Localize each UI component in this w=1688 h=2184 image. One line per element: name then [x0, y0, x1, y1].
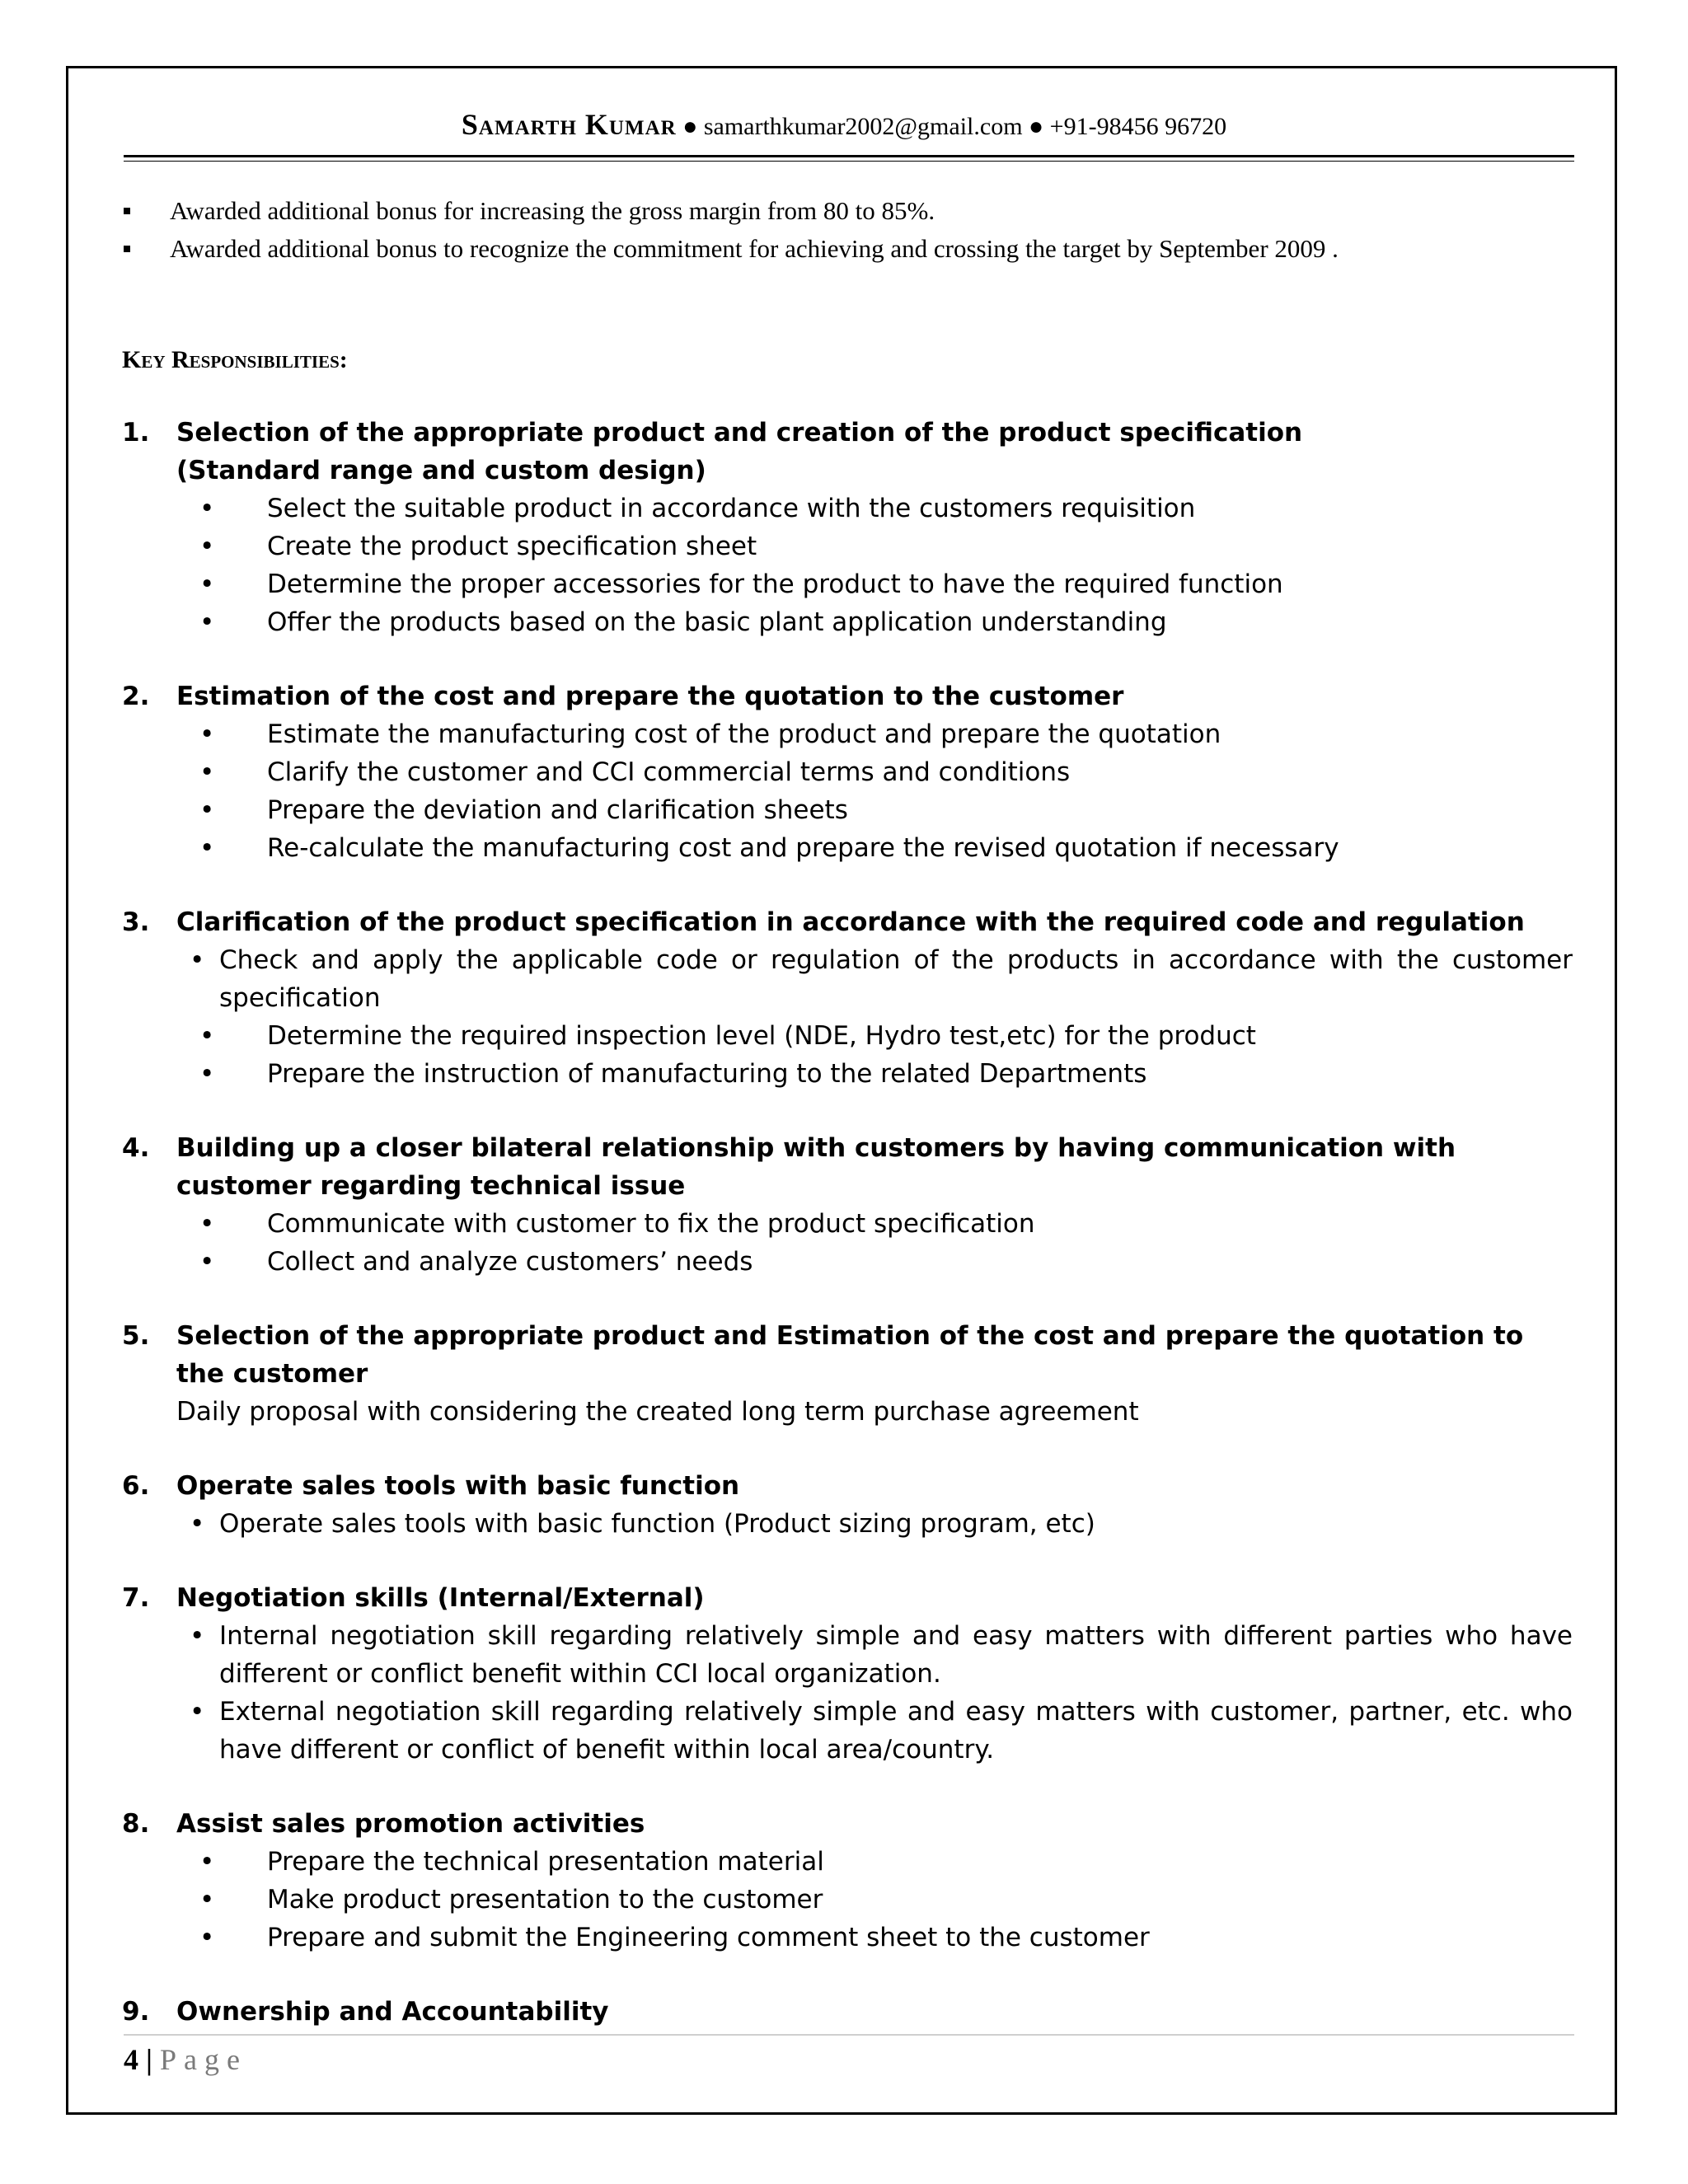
list-item: • Create the product specification sheet — [122, 527, 1573, 565]
bullet-icon: • — [199, 1059, 215, 1089]
bullet-icon: • — [199, 833, 215, 863]
responsibility-item: 4. Building up a closer bilateral relationship with customers by having communication with customer regarding technical issue • Communicate with customer to fix the product specification • Collect and analyze customers’ needs — [122, 1129, 1573, 1281]
item-title: Operate sales tools with basic function — [176, 1471, 740, 1501]
responsibility-item: 7. Negotiation skills (Internal/External) • Internal negotiation skill regarding relatively simple and easy matters with different parties who have different or conflict benefit within CCI local organization. • External negotiation skill regarding relatively simple and easy matters with customer, partner, etc. who have different or conflict of benefit within local area/country. — [122, 1579, 1573, 1769]
responsibility-item: 8. Assist sales promotion activities • Prepare the technical presentation material • Make product presentation to the customer • Prepare and submit the Engineering comment sheet to the customer — [122, 1805, 1573, 1957]
item-title: Clarification of the product specification in accordance with the required code and regulation — [176, 907, 1525, 937]
item-title: Estimation of the cost and prepare the quotation to the customer — [176, 682, 1124, 711]
responsibility-item: 3. Clarification of the product specification in accordance with the required code and regulation • Check and apply the applicable code or regulation of the products in accordance with the customer specification • Determine the required inspection level (NDE, Hydro test,etc) for the product • Prepare the instruction of manufacturing to the related Departments — [122, 903, 1573, 1093]
responsibility-item: 5. Selection of the appropriate product and Estimation of the cost and prepare the quotation to the customer Daily proposal with considering the created long term purchase agreement — [122, 1317, 1573, 1431]
header-separator: ● — [1029, 113, 1044, 140]
item-title: Assist sales promotion activities — [176, 1809, 645, 1839]
header-rule-thin — [124, 161, 1574, 162]
bullet-icon: • — [199, 1209, 215, 1239]
item-description: Daily proposal with considering the created long term purchase agreement — [176, 1397, 1139, 1427]
candidate-name: Samarth Kumar — [461, 108, 677, 141]
list-item: • Check and apply the applicable code or regulation of the products in accordance with the customer specification — [122, 941, 1573, 1017]
list-item: • Prepare the deviation and clarification sheets — [122, 791, 1573, 829]
resume-header — [0, 107, 1688, 142]
bullet-icon: • — [199, 1847, 215, 1877]
item-title: Building up a closer bilateral relationship with customers by having communication with customer regarding technical issue — [176, 1133, 1456, 1201]
list-item: • Clarify the customer and CCI commercial terms and conditions — [122, 753, 1573, 791]
list-item: • External negotiation skill regarding relatively simple and easy matters with customer, partner, etc. who have different or conflict of benefit within local area/country. — [122, 1693, 1573, 1769]
bullet-icon: • — [190, 945, 205, 975]
list-item: • Prepare the technical presentation material — [122, 1843, 1573, 1881]
list-item: • Make product presentation to the customer — [122, 1881, 1573, 1919]
list-item: • Select the suitable product in accordance with the customers requisition — [122, 490, 1573, 527]
list-item: • Estimate the manufacturing cost of the product and prepare the quotation — [122, 715, 1573, 753]
list-item: • Prepare and submit the Engineering comment sheet to the customer — [122, 1919, 1573, 1957]
square-bullet-icon — [124, 208, 130, 214]
list-item: • Determine the required inspection level (NDE, Hydro test,etc) for the product — [122, 1017, 1573, 1055]
phone: +91-98456 96720 — [1049, 113, 1227, 140]
bullet-icon: • — [199, 569, 215, 599]
page-footer — [124, 2042, 247, 2077]
responsibilities-list — [122, 414, 1573, 2067]
bullet-icon: • — [199, 1923, 215, 1952]
item-title-subline: (Standard range and custom design) — [176, 456, 706, 485]
header-separator: ● — [682, 113, 698, 140]
bullet-icon: • — [199, 719, 215, 749]
awards-list — [124, 196, 1574, 272]
list-item: • Communicate with customer to fix the product specification — [122, 1205, 1573, 1243]
responsibility-item: 2. Estimation of the cost and prepare the quotation to the customer • Estimate the manufacturing cost of the product and prepare the quotation • Clarify the customer and CCI commercial terms and conditions • Prepare the deviation and clarification sheets • Re-calculate the manufacturing cost and prepare the revised quotation if necessary — [122, 677, 1573, 867]
item-title: Selection of the appropriate product and creation of the product specification — [176, 418, 1303, 448]
item-title: Ownership and Accountability — [176, 1997, 609, 2027]
bullet-icon: • — [190, 1621, 205, 1651]
bullet-icon: • — [199, 494, 215, 523]
bullet-icon: • — [199, 1885, 215, 1915]
list-item: • Operate sales tools with basic function (Product sizing program, etc) — [122, 1505, 1573, 1543]
list-item: • Offer the products based on the basic plant application understanding — [122, 603, 1573, 641]
award-item: Awarded additional bonus to recognize the commitment for achieving and crossing the target by September 2009 . — [124, 234, 1574, 272]
item-title: Selection of the appropriate product and Estimation of the cost and prepare the quotation to the customer — [176, 1321, 1524, 1389]
list-item: • Determine the proper accessories for the product to have the required function — [122, 565, 1573, 603]
bullet-icon: • — [199, 607, 215, 637]
footer-divider: | — [146, 2043, 152, 2076]
bullet-icon: • — [199, 1247, 215, 1277]
header-rule — [124, 155, 1574, 157]
list-item: • Prepare the instruction of manufacturing to the related Departments — [122, 1055, 1573, 1093]
list-item: • Internal negotiation skill regarding relatively simple and easy matters with different parties who have different or conflict benefit within CCI local organization. — [122, 1617, 1573, 1693]
list-item: • Re-calculate the manufacturing cost and prepare the revised quotation if necessary — [122, 829, 1573, 867]
section-title: Key Responsibilities: — [122, 346, 348, 373]
page-label: Page — [159, 2043, 247, 2076]
square-bullet-icon — [124, 246, 130, 252]
page-number: 4 — [124, 2043, 138, 2076]
bullet-icon: • — [190, 1697, 205, 1727]
responsibility-item: 1. Selection of the appropriate product and creation of the product specification (Standard range and custom design) • Select the suitable product in accordance with the customers requisition • Create the product specification sheet • Determine the proper accessories for the product to have the required function • Offer the products based on the basic plant application understanding — [122, 414, 1573, 641]
award-item: Awarded additional bonus for increasing the gross margin from 80 to 85%. — [124, 196, 1574, 234]
bullet-icon: • — [199, 795, 215, 825]
bullet-icon: • — [199, 757, 215, 787]
responsibility-item: 6. Operate sales tools with basic function • Operate sales tools with basic function (Product sizing program, etc) — [122, 1467, 1573, 1543]
responsibility-item: 9. Ownership and Accountability — [122, 1993, 1573, 2031]
footer-rule — [124, 2034, 1574, 2036]
bullet-icon: • — [190, 1509, 205, 1539]
list-item: • Collect and analyze customers’ needs — [122, 1243, 1573, 1281]
email: samarthkumar2002@gmail.com — [703, 113, 1023, 140]
bullet-icon: • — [199, 1021, 215, 1051]
bullet-icon: • — [199, 532, 215, 561]
item-title: Negotiation skills (Internal/External) — [176, 1583, 705, 1613]
